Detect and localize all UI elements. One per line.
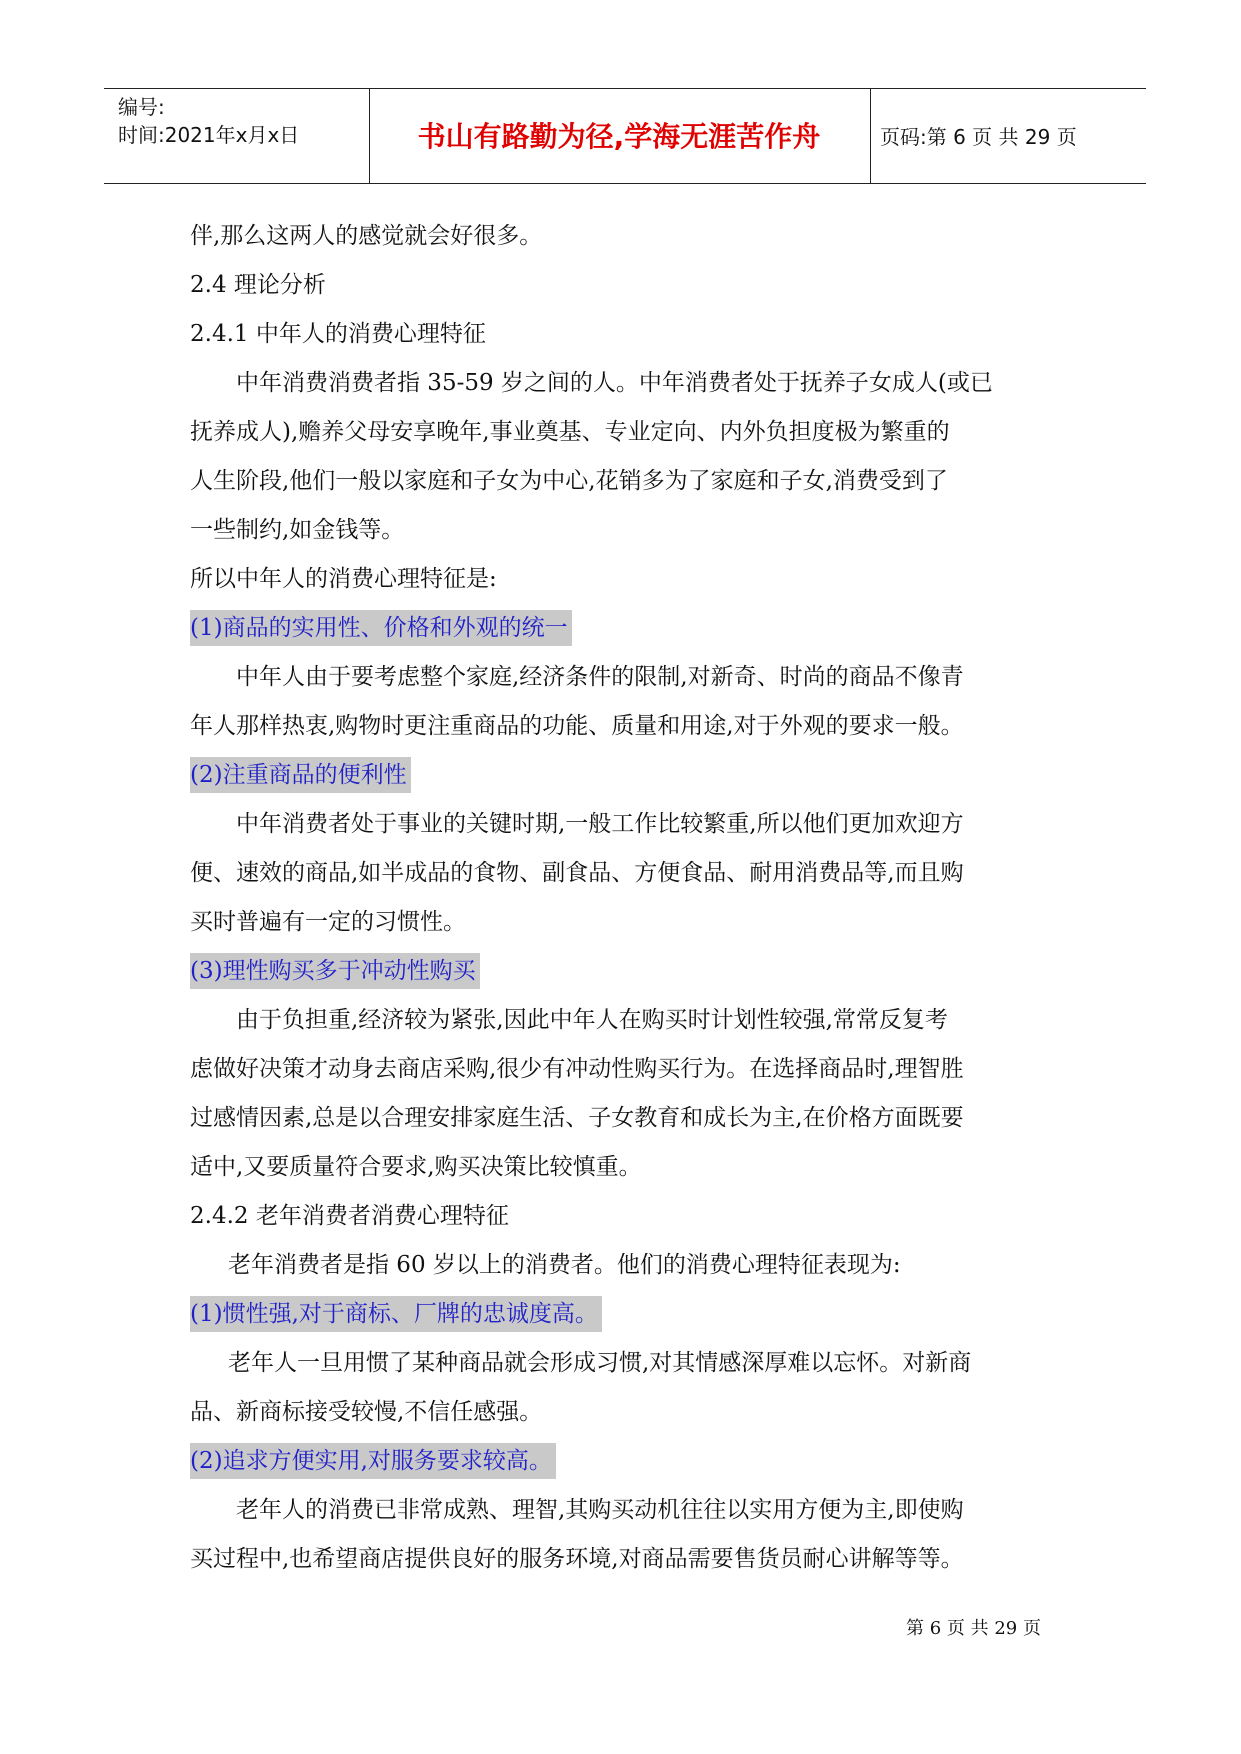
paragraph-line: 买过程中,也希望商店提供良好的服务环境,对商品需要售货员耐心讲解等等。 <box>190 1546 964 1572</box>
paragraph-line: 品、新商标接受较慢,不信任感强。 <box>190 1399 543 1425</box>
page-header <box>104 88 1146 184</box>
paragraph-line: 年人那样热衷,购物时更注重商品的功能、质量和用途,对于外观的要求一般。 <box>190 713 964 739</box>
header-meta <box>118 93 358 149</box>
paragraph-line: 抚养成人),赡养父母安享晚年,事业奠基、专业定向、内外负担度极为繁重的 <box>190 419 950 445</box>
paragraph-line: 一些制约,如金钱等。 <box>190 517 405 543</box>
paragraph-line: 买时普遍有一定的习惯性。 <box>190 909 466 935</box>
highlighted-point: (1)惯性强,对于商标、厂牌的忠诚度高。 <box>190 1296 602 1332</box>
paragraph-line: 过感情因素,总是以合理安排家庭生活、子女教育和成长为主,在价格方面既要 <box>190 1105 964 1131</box>
page-footer: 第 6 页 共 29 页 <box>906 1618 1041 1639</box>
highlighted-point: (2)注重商品的便利性 <box>190 757 411 793</box>
paragraph-line: 人生阶段,他们一般以家庭和子女为中心,花销多为了家庭和子女,消费受到了 <box>190 468 948 494</box>
paragraph-line: 中年人由于要考虑整个家庭,经济条件的限制,对新奇、时尚的商品不像青 <box>236 664 964 690</box>
paragraph-line: 老年人一旦用惯了某种商品就会形成习惯,对其情感深厚难以忘怀。对新商 <box>228 1350 972 1376</box>
paragraph-line: 虑做好决策才动身去商店采购,很少有冲动性购买行为。在选择商品时,理智胜 <box>190 1056 964 1082</box>
section-heading: 2.4 理论分析 <box>190 272 326 298</box>
document-body <box>190 212 1070 1584</box>
highlighted-point: (1)商品的实用性、价格和外观的统一 <box>190 610 572 646</box>
paragraph-line: 老年人的消费已非常成熟、理智,其购买动机往往以实用方便为主,即使购 <box>236 1497 964 1523</box>
paragraph-line: 伴,那么这两人的感觉就会好很多。 <box>190 223 543 249</box>
header-page-label: 页码:第 6 页 共 29 页 <box>880 125 1077 149</box>
paragraph-line: 中年消费消费者指 35-59 岁之间的人。中年消费者处于抚养子女成人(或已 <box>236 370 993 396</box>
highlighted-point: (3)理性购买多于冲动性购买 <box>190 953 480 989</box>
number-label: 编号: <box>118 95 165 119</box>
paragraph-line: 所以中年人的消费心理特征是: <box>190 566 497 592</box>
paragraph-line: 老年消费者是指 60 岁以上的消费者。他们的消费心理特征表现为: <box>228 1252 901 1278</box>
highlighted-point: (2)追求方便实用,对服务要求较高。 <box>190 1443 556 1479</box>
paragraph-line: 适中,又要质量符合要求,购买决策比较慎重。 <box>190 1154 642 1180</box>
paragraph-line: 中年消费者处于事业的关键时期,一般工作比较繁重,所以他们更加欢迎方 <box>236 811 964 837</box>
paragraph-line: 由于负担重,经济较为紧张,因此中年人在购买时计划性较强,常常反复考 <box>236 1007 948 1033</box>
header-motto: 书山有路勤为径,学海无涯苦作舟 <box>417 120 821 153</box>
paragraph-line: 便、速效的商品,如半成品的食物、副食品、方便食品、耐用消费品等,而且购 <box>190 860 964 886</box>
subsection-heading: 2.4.1 中年人的消费心理特征 <box>190 321 486 347</box>
time-label: 时间:2021年x月x日 <box>118 123 300 147</box>
subsection-heading: 2.4.2 老年消费者消费心理特征 <box>190 1203 509 1229</box>
